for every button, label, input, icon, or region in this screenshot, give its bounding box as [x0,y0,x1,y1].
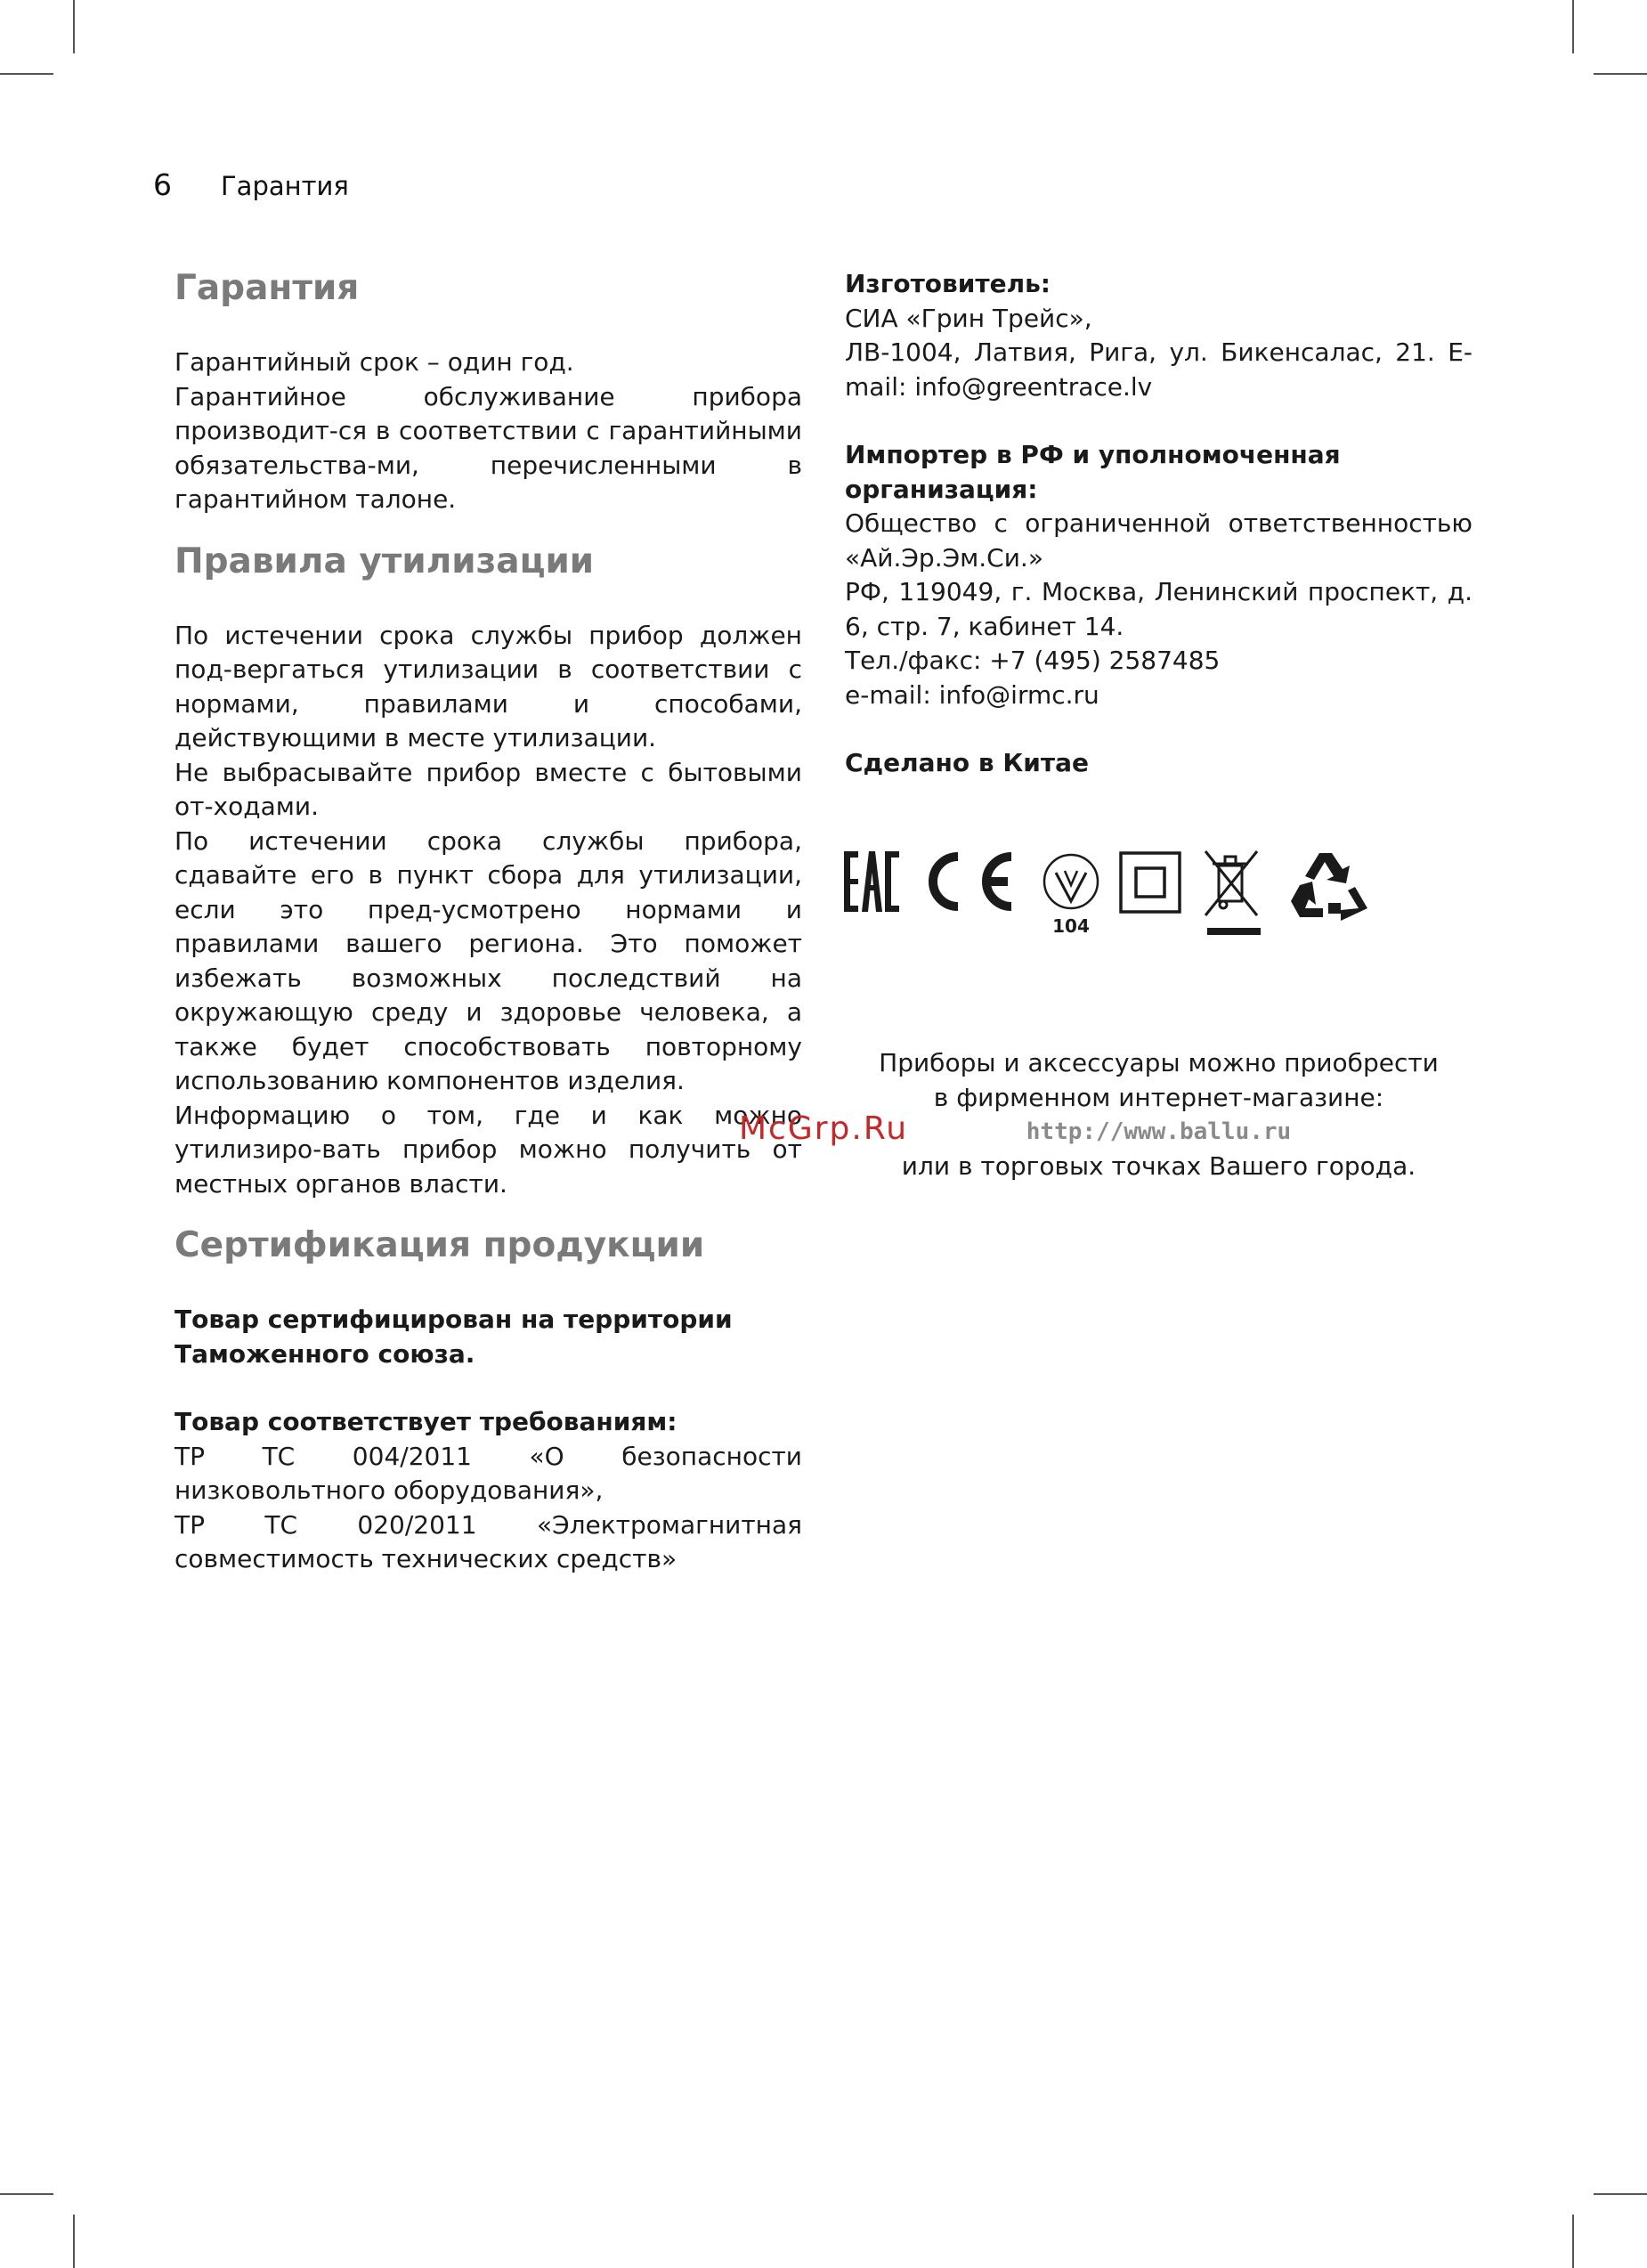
requirements-label: Товар соответствует требованиям: [174,1407,677,1436]
watermark: McGrp.Ru [739,1110,909,1147]
importer-name: Общество с ограниченной ответственностью «Ай.Эр.Эм.Си.» [845,508,1473,573]
crop-mark [1594,73,1647,75]
recycle-icon [1291,853,1367,921]
crop-mark [73,0,75,53]
importer-label: Импортер в РФ и уполномоченная организация: [845,440,1341,504]
shop-line: в фирменном интернет-магазине: [933,1082,1384,1112]
disposal-paragraph: По истечении срока службы прибор должен под-вергаться утилизации в соответствии с нормами, правилами и способами, действующими в месте утилизации. [174,620,802,752]
ce-icon [933,857,1011,906]
crop-mark [0,73,53,75]
requirement-item: ТР ТС 020/2011 «Электромагнитная совместимость технических средств» [174,1509,802,1573]
certification-logos [842,846,1394,944]
warranty-heading: Гарантия [174,268,360,308]
crop-mark [1572,2215,1574,2268]
manufacturer-label: Изготовитель: [845,269,1051,298]
importer-email: e-mail: info@irmc.ru [845,679,1099,710]
left-column [174,267,802,1577]
warranty-line: Гарантийное обслуживание прибора производит-ся в соответствии с гарантийными обязательства-ми, перечисленными в гарантийном талоне. [174,381,802,514]
shop-info [845,1046,1473,1183]
running-header [153,167,349,202]
disposal-paragraph: Не выбрасывайте прибор вместе с бытовыми от-ходами. [174,757,802,821]
certification-heading: Сертификация продукции [174,1225,705,1265]
certification-statement: Товар сертифицирован на территории Таможенного союза. [174,1305,733,1369]
weee-bin-icon [1205,851,1261,935]
disposal-paragraph: По истечении срока службы прибора, сдавайте его в пункт сбора для утилизации, если это пред-усмотрено нормами и правилами вашего региона. Это поможет избежать возможных последствий на окружающую среду и здоровье человека, а также будет способствовать повторному использованию компонентов изделия. [174,825,802,1095]
double-insulation-icon [1121,853,1180,912]
manufacturer-name: СИА «Грин Трейс», [845,303,1092,333]
made-in-label: Сделано в Китае [845,748,1089,777]
importer-address: РФ, 119049, г. Москва, Ленинский проспект, д. 6, стр. 7, кабинет 14. [845,577,1473,641]
eac-icon [844,851,899,912]
crop-mark [1594,2193,1647,2195]
header-section-title: Гарантия [221,171,349,201]
manufacturer-address: ЛВ-1004, Латвия, Рига, ул. Бикенсалас, 21. E-mail: info@greentrace.lv [845,337,1473,402]
crop-mark [73,2215,75,2268]
pct-icon [1044,855,1098,937]
warranty-line: Гарантийный срок – один год. [174,347,574,377]
importer-phone: Тел./факс: +7 (495) 2587485 [845,646,1221,675]
disposal-heading: Правила утилизации [174,541,595,581]
shop-line: Приборы и аксессуары можно приобрести [879,1048,1439,1077]
disposal-paragraph: Информацию о том, где и как можно утилизиро-вать прибор можно получить от местных органов власти. [174,1100,802,1199]
crop-mark [1572,0,1574,53]
crop-mark [0,2193,53,2195]
right-column [845,267,1473,781]
page-number: 6 [153,167,172,202]
shop-line: или в торговых точках Вашего города. [901,1150,1416,1181]
requirement-item: ТР ТС 004/2011 «О безопасности низковольтного оборудования», [174,1441,802,1505]
shop-url-link[interactable]: http://www.ballu.ru [1026,1118,1292,1145]
pct-number: 104 [1052,915,1090,937]
